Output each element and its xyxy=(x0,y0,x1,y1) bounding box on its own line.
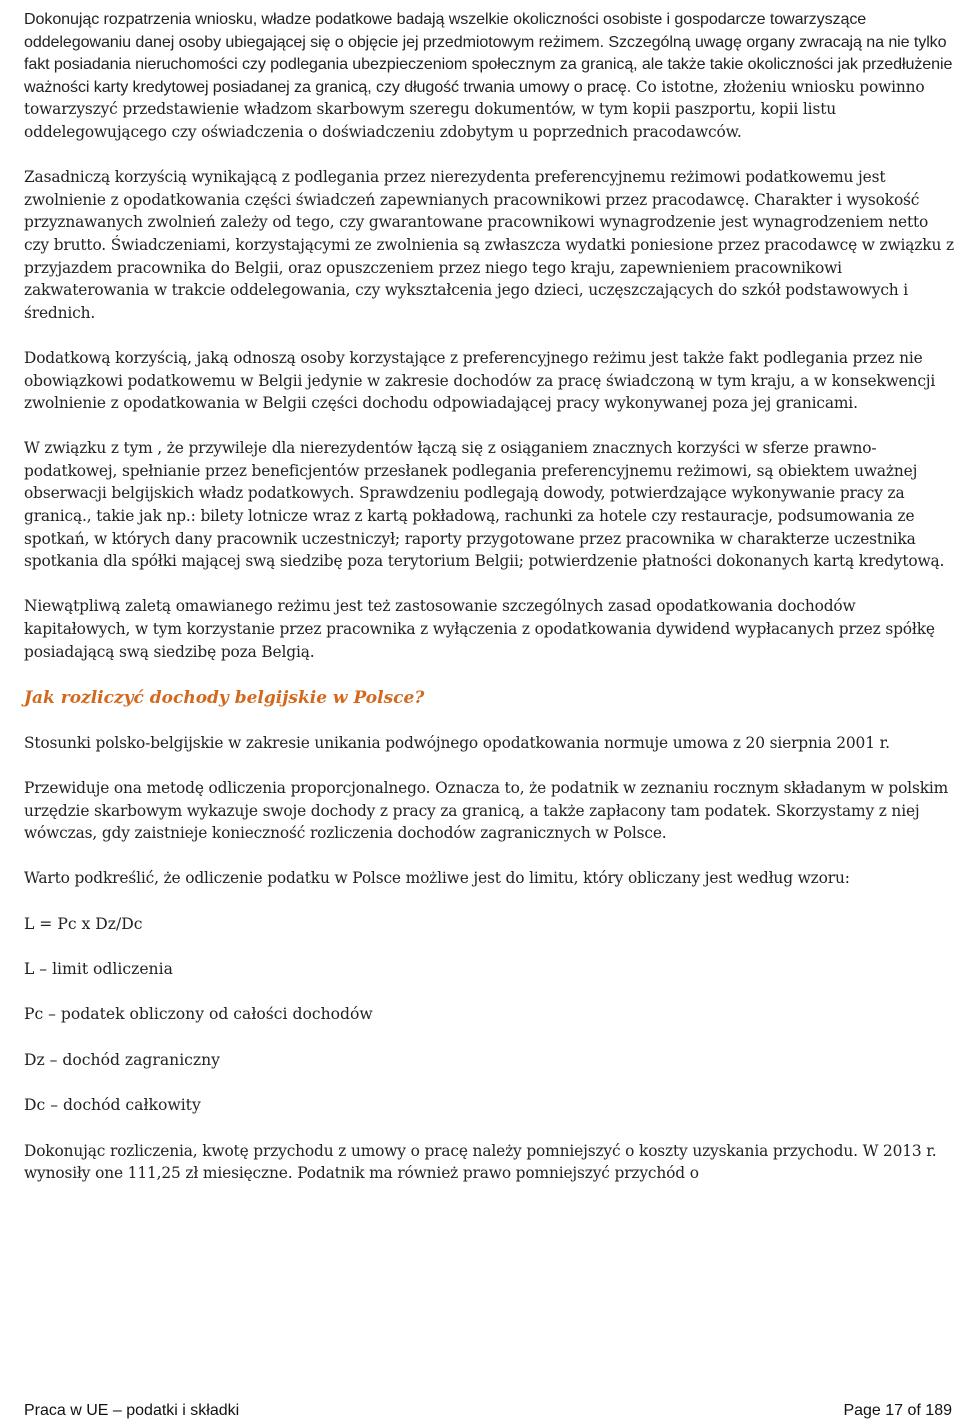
paragraph-privileges-monitoring: W związku z tym , że przywileje dla nierezydentów łączą się z osiąganiem znacznych korzyści w sferze prawno-podatkowej, spełnianie przez beneficjentów przesłanek podlegania preferencyjnemu reżimowi, są obiektem uważnej obserwacji belgijskich władz podatkowych. Sprawdzeniu podlegają dowody, potwierdzające wykonywanie pracy za granicą., takie jak np.: bilety lotnicze wraz z kartą pokładową, rachunki za hotele czy restauracje, podsumowania ze spotkań, w których dany pracownik uczestniczył; raporty przygotowane przez pracownika w charakterze uczestnika spotkania dla spółki mającej swą siedzibę poza terytorium Belgii; potwierdzenie płatności dokonanych kartą kredytową. xyxy=(24,439,945,571)
paragraph-application-review xyxy=(24,8,954,144)
footer-document-title: Praca w UE – podatki i składki xyxy=(24,1402,240,1419)
page-footer xyxy=(24,1402,952,1420)
definition-L: L – limit odliczenia xyxy=(24,959,173,978)
document-body xyxy=(24,8,954,1207)
footer-page-number: Page 17 of 189 xyxy=(843,1402,952,1419)
paragraph-intro-sans-part: Dokonując rozpatrzenia wniosku, władze podatkowe badają wszelkie okoliczności osobiste i gospodarcze towarzyszące oddelegowaniu danej osoby ubiegającej się o objęcie jej przedmiotowym reżimem. Szczególną uwagę organy zwracają na nie tylko fakt posiadania nieruchomości czy podlegania ubezpieczeniom społecznym za granicą, ale także takie okoliczności jak przedłużenie ważności karty kredytowej posiadanej za granicą, czy długość trwania umowy o pracę. xyxy=(24,10,953,96)
definition-Pc: Pc – podatek obliczony od całości dochodów xyxy=(24,1005,373,1024)
paragraph-additional-benefit: Dodatkową korzyścią, jaką odnoszą osoby korzystające z preferencyjnego reżimu jest także fakt podlegania przez nie obowiązkowi podatkowemu w Belgii jedynie w zakresie dochodów za pracę świadczoną w tym kraju, a w konsekwencji zwolnienie z opodatkowania w Belgii części dochodu odpowiadającej pracy wykonywanej poza jej granicami. xyxy=(24,348,936,413)
paragraph-proportional-deduction: Przewiduje ona metodę odliczenia proporcjonalnego. Oznacza to, że podatnik w zeznaniu rocznym składanym w polskim urzędzie skarbowym wykazuje swoje dochody z pracy za granicą, a także zapłacony tam podatek. Skorzystamy z niej wówczas, gdy zaistnieje konieczność rozliczenia dochodów zagranicznych w Polsce. xyxy=(24,779,949,843)
section-heading: Jak rozliczyć dochody belgijskie w Polsce? xyxy=(24,687,425,708)
paragraph-main-benefit: Zasadniczą korzyścią wynikającą z podlegania przez nierezydenta preferencyjnemu reżimowi podatkowemu jest zwolnienie z opodatkowania części świadczeń zapewnianych pracownikowi przez pracodawcę. Charakter i wysokość przyznawanych zwolnień zależy od tego, czy gwarantowane pracownikowi wynagrodzenie jest wynagrodzeniem netto czy brutto. Świadczeniami, korzystającymi ze zwolnienia są zwłaszcza wydatki poniesione przez pracodawcę w związku z przyjazdem pracownika do Belgii, oraz opuszczeniem przez niego tego kraju, zapewnieniem pracownikowi zakwaterowania w trakcie oddelegowania, czy wykształcenia jego dzieci, uczęszczających do szkół podstawowych i średnich. xyxy=(24,168,954,322)
paragraph-settlement-costs: Dokonując rozliczenia, kwotę przychodu z umowy o pracę należy pomniejszyć o koszty uzyskania przychodu. W 2013 r. wynosiły one 111,25 zł miesięczne. Podatnik ma również prawo pomniejszyć przychód o xyxy=(24,1141,937,1183)
paragraph-capital-income: Niewątpliwą zaletą omawianego reżimu jest też zastosowanie szczególnych zasad opodatkowania dochodów kapitałowych, w tym korzystanie przez pracownika z wyłączenia z opodatkowania dywidend wypłacanych przez spółkę posiadającą swą siedzibę poza Belgią. xyxy=(24,597,935,661)
formula: L = Pc x Dz/Dc xyxy=(24,914,143,933)
paragraph-limit-intro: Warto podkreślić, że odliczenie podatku w Polsce możliwe jest do limitu, który obliczany jest według wzoru: xyxy=(24,869,850,888)
paragraph-intro-serif-part: Co istotne, złożeniu wniosku powinno towarzyszyć przedstawienie władzom skarbowym szeregu dokumentów, w tym kopii paszportu, kopii listu oddelegowującego czy oświadczenia o doświadczeniu zdobytym u poprzednich pracodawców. xyxy=(24,77,925,141)
definition-Dz: Dz – dochód zagraniczny xyxy=(24,1050,220,1069)
definition-Dc: Dc – dochód całkowity xyxy=(24,1096,201,1115)
paragraph-treaty: Stosunki polsko-belgijskie w zakresie unikania podwójnego opodatkowania normuje umowa z 20 sierpnia 2001 r. xyxy=(24,733,890,752)
